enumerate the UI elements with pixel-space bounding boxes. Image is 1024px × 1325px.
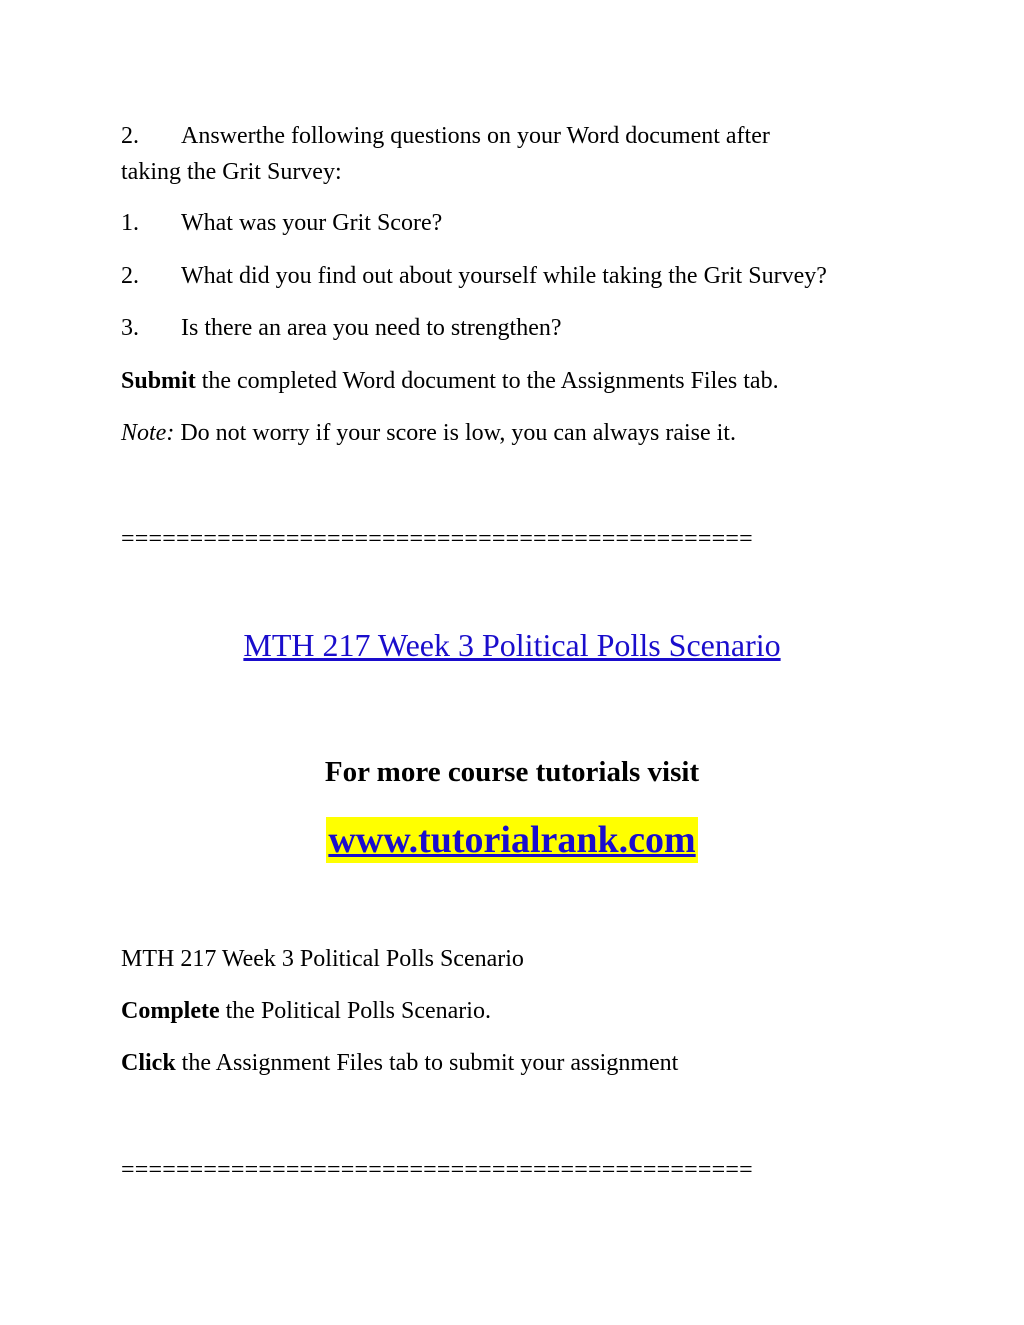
question-number: 3. [121,315,139,341]
site-link[interactable]: www.tutorialrank.com [328,819,696,861]
course-link[interactable]: MTH 217 Week 3 Political Polls Scenario [243,627,781,663]
question-item [121,261,827,291]
site-link-line [0,817,1024,863]
question-item [121,208,442,238]
intro-line-2: taking the Grit Survey: [121,159,342,185]
submit-text: the completed Word document to the Assignments Files tab. [195,368,779,394]
note-line [121,418,736,448]
separator-line: ============================================== [121,526,753,552]
course-title: MTH 217 Week 3 Political Polls Scenario [121,946,524,972]
question-item [121,313,562,343]
submit-keyword: Submit [121,368,196,394]
intro-text-1: Answerthe following questions on your Word document after [181,123,770,149]
intro-line-1 [121,121,770,151]
note-label: Note: [121,420,175,446]
click-text: the Assignment Files tab to submit your assignment [175,1050,679,1076]
question-text: What was your Grit Score? [181,210,443,236]
complete-instruction [121,996,491,1026]
question-number: 2. [121,263,139,289]
more-tutorials-heading: For more course tutorials visit [324,756,700,788]
question-text: What did you find out about yourself while taking the Grit Survey? [181,263,827,289]
click-instruction [121,1048,678,1078]
course-link-line [0,626,1024,664]
question-number: 1. [121,210,139,236]
intro-number: 2. [121,123,139,149]
submit-instruction [121,366,779,396]
question-text: Is there an area you need to strengthen? [181,315,562,341]
complete-text: the Political Polls Scenario. [219,998,491,1024]
complete-keyword: Complete [121,998,220,1024]
separator-line: ============================================== [121,1157,753,1183]
click-keyword: Click [121,1050,176,1076]
note-text: Do not worry if your score is low, you can always raise it. [174,420,736,446]
